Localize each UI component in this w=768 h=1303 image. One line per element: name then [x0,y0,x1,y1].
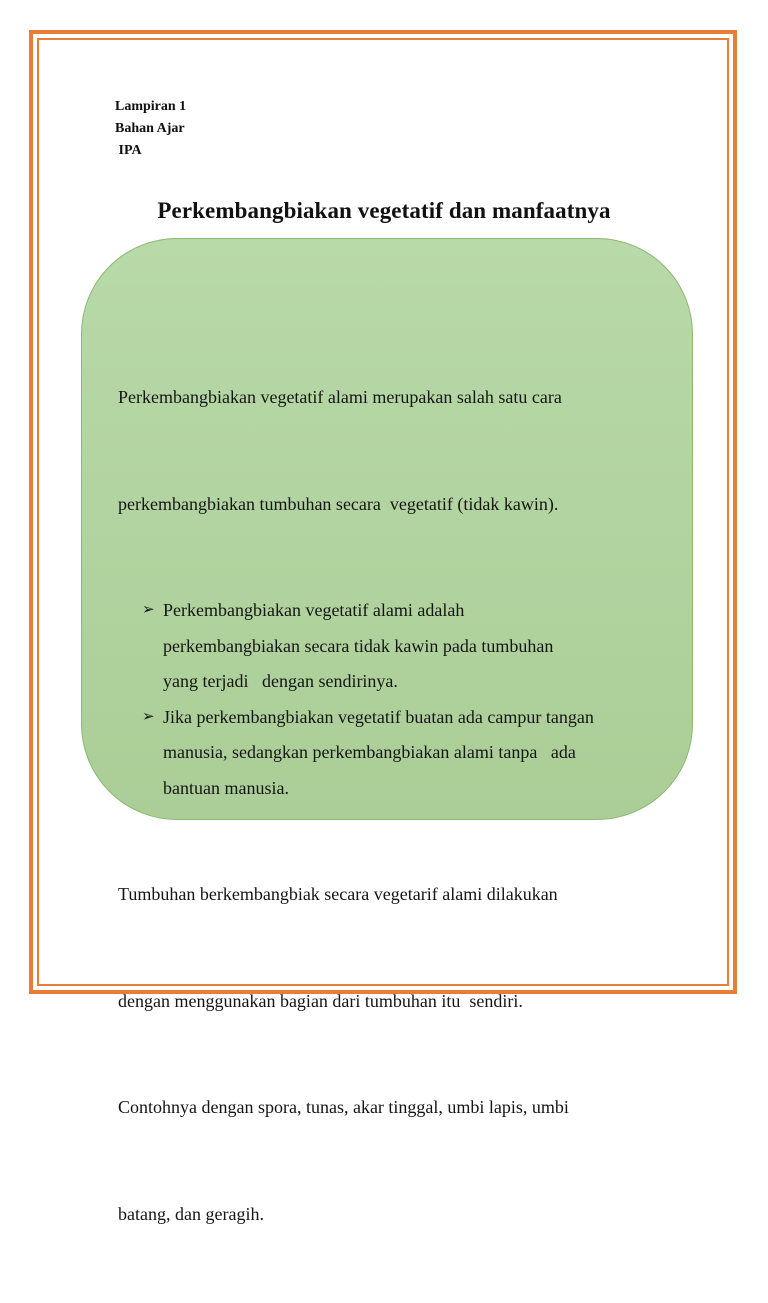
bullet-item-natural-definition [118,593,658,700]
closing-line: dengan menggunakan bagian dari tumbuhan itu sendiri. [118,990,523,1011]
bullet-line: Perkembangbiakan vegetatif alami adalah [163,600,465,620]
intro-line: perkembangbiakan tumbuhan secara vegetatif (tidak kawin). [118,493,559,514]
bullet-line: perkembangbiakan secara tidak kawin pada tumbuhan [163,635,554,656]
page-title: Perkembangbiakan vegetatif dan manfaatnya [157,198,611,223]
header-subject-label: IPA [115,143,142,158]
closing-line: batang, dan geragih. [118,1203,264,1224]
content-text [118,309,658,1303]
bullet-item-artificial-comparison [118,700,658,807]
bullet-line: manusia, sedangkan perkembangbiakan alami tanpa ada [163,742,576,762]
bullet-line: Jika perkembangbiakan vegetatif buatan ada campur tangan [163,706,594,727]
header-material-label: Bahan Ajar [115,121,185,136]
closing-line: Contohnya dengan spora, tunas, akar tinggal, umbi lapis, umbi [118,1097,569,1117]
bullet-line: yang terjadi dengan sendirinya. [163,671,398,691]
closing-line: Tumbuhan berkembangbiak secara vegetarif alami dilakukan [118,884,558,904]
arrowhead-bullet-icon: ➢ [142,602,155,618]
document-header [115,96,186,162]
intro-line: Perkembangbiakan vegetatif alami merupakan salah satu cara [118,387,562,407]
header-appendix-label: Lampiran 1 [115,99,187,114]
intro-paragraph [118,309,658,593]
closing-paragraph [118,806,658,1303]
arrowhead-bullet-icon: ➢ [142,708,155,725]
bullet-line: bantuan manusia. [163,777,289,798]
